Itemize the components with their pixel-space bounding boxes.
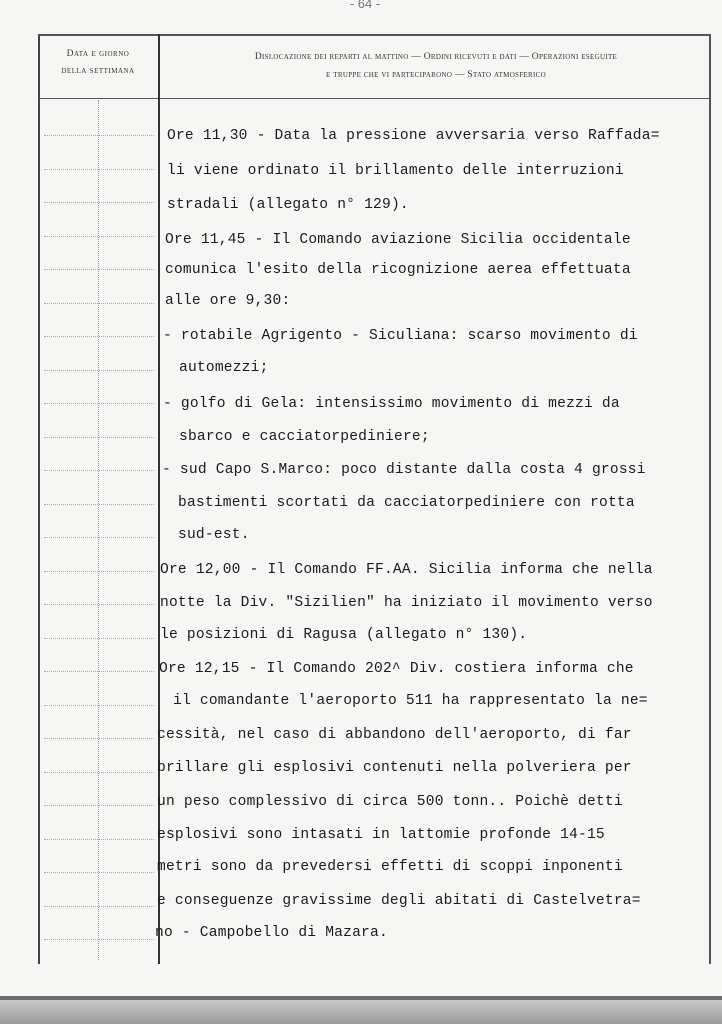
date-column-rule xyxy=(44,571,154,572)
header-date-line2: della settimana xyxy=(61,66,135,76)
text-line: - golfo di Gela: intensissimo movimento di mezzi da xyxy=(163,396,620,412)
date-column-rule xyxy=(44,604,154,605)
text-line: Ore 11,30 - Data la pressione avversaria verso Raffada= xyxy=(167,128,660,144)
text-line: comunica l'esito della ricognizione aerea effettuata xyxy=(165,262,631,278)
date-subcolumn-divider xyxy=(98,100,99,960)
date-column-rule xyxy=(44,939,154,940)
text-line: le posizioni di Ragusa (allegato n° 130). xyxy=(160,627,528,643)
date-column-rule xyxy=(44,705,154,706)
date-column-rule xyxy=(44,202,154,203)
text-line: li viene ordinato il brillamento delle interruzioni xyxy=(167,163,624,179)
text-line: Ore 12,15 - Il Comando 202^ Div. costiera informa che xyxy=(159,661,634,677)
text-line: Ore 12,00 - Il Comando FF.AA. Sicilia informa che nella xyxy=(160,562,653,578)
date-column-rule xyxy=(44,638,154,639)
text-line: e conseguenze gravissime degli abitati di Castelvetra= xyxy=(157,893,641,909)
text-line: alle ore 9,30: xyxy=(165,293,291,309)
header-date-column xyxy=(40,46,156,80)
date-column-rule xyxy=(44,537,154,538)
text-line: automezzi; xyxy=(179,360,269,376)
text-line: notte la Div. "Sizilien" ha iniziato il movimento verso xyxy=(160,595,653,611)
date-column-rule xyxy=(44,135,154,136)
date-column-rule xyxy=(44,671,154,672)
header-description-line1: Dislocazione dei reparti al mattino — Ordini ricevuti e dati — Operazioni eseguite xyxy=(254,52,618,62)
text-line: un peso complessivo di circa 500 tonn.. Poichè detti xyxy=(157,794,623,810)
text-line: sbarco e cacciatorpediniere; xyxy=(179,429,430,445)
date-column-rule xyxy=(44,236,154,237)
date-column-rule xyxy=(44,403,154,404)
page-number: - 64 - xyxy=(349,0,381,11)
text-line: sud-est. xyxy=(178,527,250,543)
header-divider xyxy=(38,98,711,99)
column-divider xyxy=(158,34,160,964)
date-column-rule xyxy=(44,169,154,170)
date-column-rule xyxy=(44,336,154,337)
text-line: il comandante l'aeroporto 511 ha rappresentato la ne= xyxy=(173,693,648,709)
text-line: Ore 11,45 - Il Comando aviazione Sicilia occidentale xyxy=(165,232,631,248)
date-column-rule xyxy=(44,504,154,505)
date-column-rule xyxy=(44,906,154,907)
text-line: - rotabile Agrigento - Siculiana: scarso movimento di xyxy=(163,328,638,344)
text-line: brillare gli esplosivi contenuti nella polveriera per xyxy=(157,760,632,776)
text-line: cessità, nel caso di abbandono dell'aeroporto, di far xyxy=(157,727,632,743)
text-line: esplosivi sono intasati in lattomie profonde 14-15 xyxy=(157,827,605,843)
date-column-rule xyxy=(44,738,154,739)
date-column-rule xyxy=(44,805,154,806)
date-column-rule xyxy=(44,470,154,471)
text-line: bastimenti scortati da cacciatorpediniere con rotta xyxy=(178,495,635,511)
date-column-rule xyxy=(44,839,154,840)
text-line: stradali (allegato n° 129). xyxy=(167,197,409,213)
text-line: no - Campobello di Mazara. xyxy=(155,925,388,941)
header-description-line2: e truppe che vi parteciparono — Stato atmosferico xyxy=(326,70,546,80)
date-column-rule xyxy=(44,437,154,438)
date-column-rule xyxy=(44,872,154,873)
text-line: - sud Capo S.Marco: poco distante dalla costa 4 grossi xyxy=(162,462,646,478)
scan-bottom-margin xyxy=(0,1000,722,1024)
date-column-rule xyxy=(44,303,154,304)
date-column-rule xyxy=(44,370,154,371)
date-column-rule xyxy=(44,772,154,773)
header-date-line1: Data e giorno xyxy=(66,49,130,59)
date-column-rule xyxy=(44,269,154,270)
header-description-column xyxy=(168,48,704,84)
text-line: metri sono da prevedersi effetti di scoppi inponenti xyxy=(157,859,623,875)
